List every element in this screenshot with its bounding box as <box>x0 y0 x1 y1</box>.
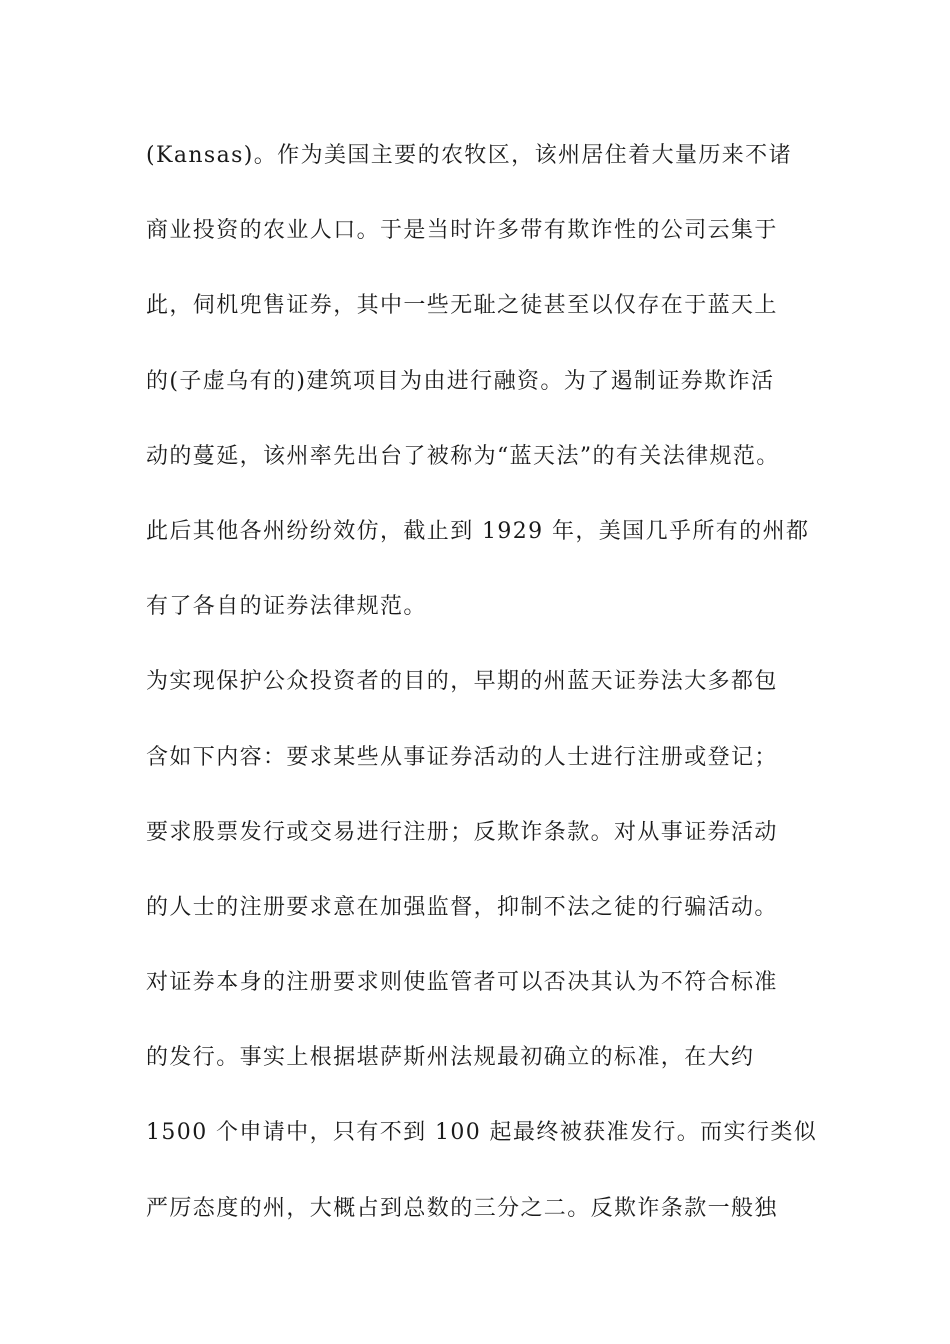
text-line: 对证券本身的注册要求则使监管者可以否决其认为不符合标准 <box>146 970 778 996</box>
text-line: 动的蔓延，该州率先出台了被称为“蓝天法”的有关法律规范。 <box>146 443 780 469</box>
text-line: 1500 个申请中，只有不到 100 起最终被获准发行。而实行类似 <box>146 1120 818 1146</box>
text-line: 此后其他各州纷纷效仿，截止到 1929 年，美国几乎所有的州都 <box>146 518 810 544</box>
text-line: 的人士的注册要求意在加强监督，抑制不法之徒的行骗活动。 <box>146 894 778 920</box>
text-line: 商业投资的农业人口。于是当时许多带有欺诈性的公司云集于 <box>146 218 778 244</box>
text-line: (Kansas)。作为美国主要的农牧区，该州居住着大量历来不诸 <box>146 143 792 168</box>
text-line: 的(子虚乌有的)建筑项目为由进行融资。为了遏制证券欺诈活 <box>146 368 775 394</box>
body-text <box>146 132 826 1260</box>
text-line: 为实现保护公众投资者的目的，早期的州蓝天证券法大多都包 <box>146 669 778 695</box>
text-line: 含如下内容：要求某些从事证券活动的人士进行注册或登记； <box>146 744 778 770</box>
text-line: 严厉态度的州，大概占到总数的三分之二。反欺诈条款一般独 <box>146 1195 778 1221</box>
text-line: 的发行。事实上根据堪萨斯州法规最初确立的标准，在大约 <box>146 1045 755 1071</box>
text-line: 此，伺机兜售证券，其中一些无耻之徒甚至以仅存在于蓝天上 <box>146 293 778 319</box>
text-line: 有了各自的证券法律规范。 <box>146 594 427 620</box>
text-line: 要求股票发行或交易进行注册；反欺诈条款。对从事证券活动 <box>146 819 778 845</box>
